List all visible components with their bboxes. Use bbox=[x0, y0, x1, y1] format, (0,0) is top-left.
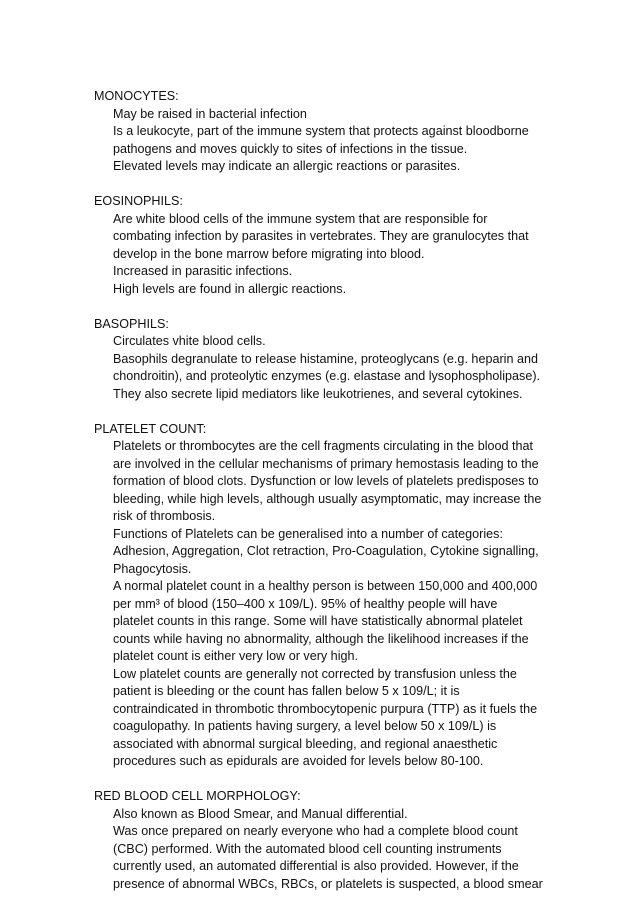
text-line: Is a leukocyte, part of the immune system that protects against bloodborne bbox=[113, 124, 529, 138]
text-line: patient is bleeding or the count has fallen below 5 x 109/L; it is bbox=[113, 684, 460, 698]
section-basophils bbox=[94, 316, 574, 404]
text-line: are involved in the cellular mechanisms of primary hemostasis leading to the bbox=[113, 456, 539, 471]
text-line: They also secrete lipid mediators like leukotrienes, and several cytokines. bbox=[113, 386, 523, 401]
text-line: Also known as Blood Smear, and Manual differential. bbox=[113, 806, 408, 821]
text-line: Phagocytosis. bbox=[113, 561, 192, 576]
text-line: A normal platelet count in a healthy person is between 150,000 and 400,000 bbox=[113, 579, 538, 593]
section-heading: RED BLOOD CELL MORPHOLOGY: bbox=[94, 789, 301, 803]
text-line: formation of blood clots. Dysfunction or low levels of platelets predisposes to bbox=[113, 474, 539, 488]
text-line: coagulopathy. In patients having surgery, a level below 50 x 109/L) is bbox=[113, 719, 497, 733]
text-line: Increased in parasitic infections. bbox=[113, 264, 293, 278]
text-line: Basophils degranulate to release histamine, proteoglycans (e.g. heparin and bbox=[113, 351, 538, 366]
paragraph bbox=[113, 823, 574, 893]
text-line: platelet count is either very low or very high. bbox=[113, 649, 358, 663]
paragraph bbox=[113, 351, 574, 404]
section-eosinophils bbox=[94, 193, 574, 298]
document-body bbox=[94, 88, 574, 911]
text-line: risk of thrombosis. bbox=[113, 509, 216, 523]
paragraph bbox=[113, 158, 574, 176]
paragraph bbox=[113, 123, 574, 158]
text-line: presence of abnormal WBCs, RBCs, or platelets is suspected, a blood smear bbox=[113, 876, 543, 891]
section-heading: MONOCYTES: bbox=[94, 89, 179, 103]
section-heading: EOSINOPHILS: bbox=[94, 194, 183, 208]
text-line: Are white blood cells of the immune system that are responsible for bbox=[113, 211, 488, 226]
paragraph bbox=[113, 106, 574, 124]
text-line: associated with abnormal surgical bleeding, and regional anaesthetic bbox=[113, 736, 498, 751]
paragraph bbox=[113, 438, 574, 526]
paragraph bbox=[113, 578, 574, 666]
text-line: chondroitin), and proteolytic enzymes (e.g. elastase and lysophospholipase). bbox=[113, 369, 541, 383]
text-line: bleeding, while high levels, although usually asymptomatic, may increase the bbox=[113, 491, 542, 506]
section-monocytes bbox=[94, 88, 574, 176]
text-line: Platelets or thrombocytes are the cell fragments circulating in the blood that bbox=[113, 439, 534, 453]
text-line: procedures such as epidurals are avoided for levels below 80-100. bbox=[113, 754, 484, 768]
text-line: Elevated levels may indicate an allergic reactions or parasites. bbox=[113, 159, 461, 173]
text-line: High levels are found in allergic reactions. bbox=[113, 281, 347, 296]
text-line: Circulates vhite blood cells. bbox=[113, 334, 266, 348]
section-heading: BASOPHILS: bbox=[94, 316, 169, 331]
text-line: Functions of Platelets can be generalised into a number of categories: bbox=[113, 526, 503, 541]
text-line: develop in the bone marrow before migrating into blood. bbox=[113, 246, 425, 261]
text-line: counts while having no abnormality, although the likelihood increases if the bbox=[113, 631, 529, 646]
paragraph bbox=[113, 333, 574, 351]
text-line: May be raised in bacterial infection bbox=[113, 106, 307, 121]
paragraph bbox=[113, 281, 574, 299]
text-line: Adhesion, Aggregation, Clot retraction, Pro-Coagulation, Cytokine signalling, bbox=[113, 544, 539, 558]
paragraph bbox=[113, 666, 574, 771]
section-platelet-count bbox=[94, 421, 574, 771]
text-line: per mm³ of blood (150–400 x 109/L). 95% of healthy people will have bbox=[113, 596, 498, 611]
text-line: combating infection by parasites in vertebrates. They are granulocytes that bbox=[113, 229, 529, 243]
text-line: currently used, an automated differential is also provided. However, if the bbox=[113, 859, 519, 873]
paragraph bbox=[113, 263, 574, 281]
section-rbc-morphology bbox=[94, 788, 574, 893]
paragraph bbox=[113, 806, 574, 824]
paragraph bbox=[113, 211, 574, 264]
text-line: platelet counts in this range. Some will have statistically abnormal platelet bbox=[113, 614, 523, 628]
text-line: Was once prepared on nearly everyone who had a complete blood count bbox=[113, 824, 518, 838]
text-line: pathogens and moves quickly to sites of infections in the tissue. bbox=[113, 141, 468, 156]
text-line: contraindicated in thrombotic thrombocytopenic purpura (TTP) as it fuels the bbox=[113, 701, 538, 716]
text-line: (CBC) performed. With the automated blood cell counting instruments bbox=[113, 841, 502, 856]
paragraph bbox=[113, 526, 574, 579]
section-heading: PLATELET COUNT: bbox=[94, 421, 207, 436]
text-line: Low platelet counts are generally not corrected by transfusion unless the bbox=[113, 666, 517, 681]
